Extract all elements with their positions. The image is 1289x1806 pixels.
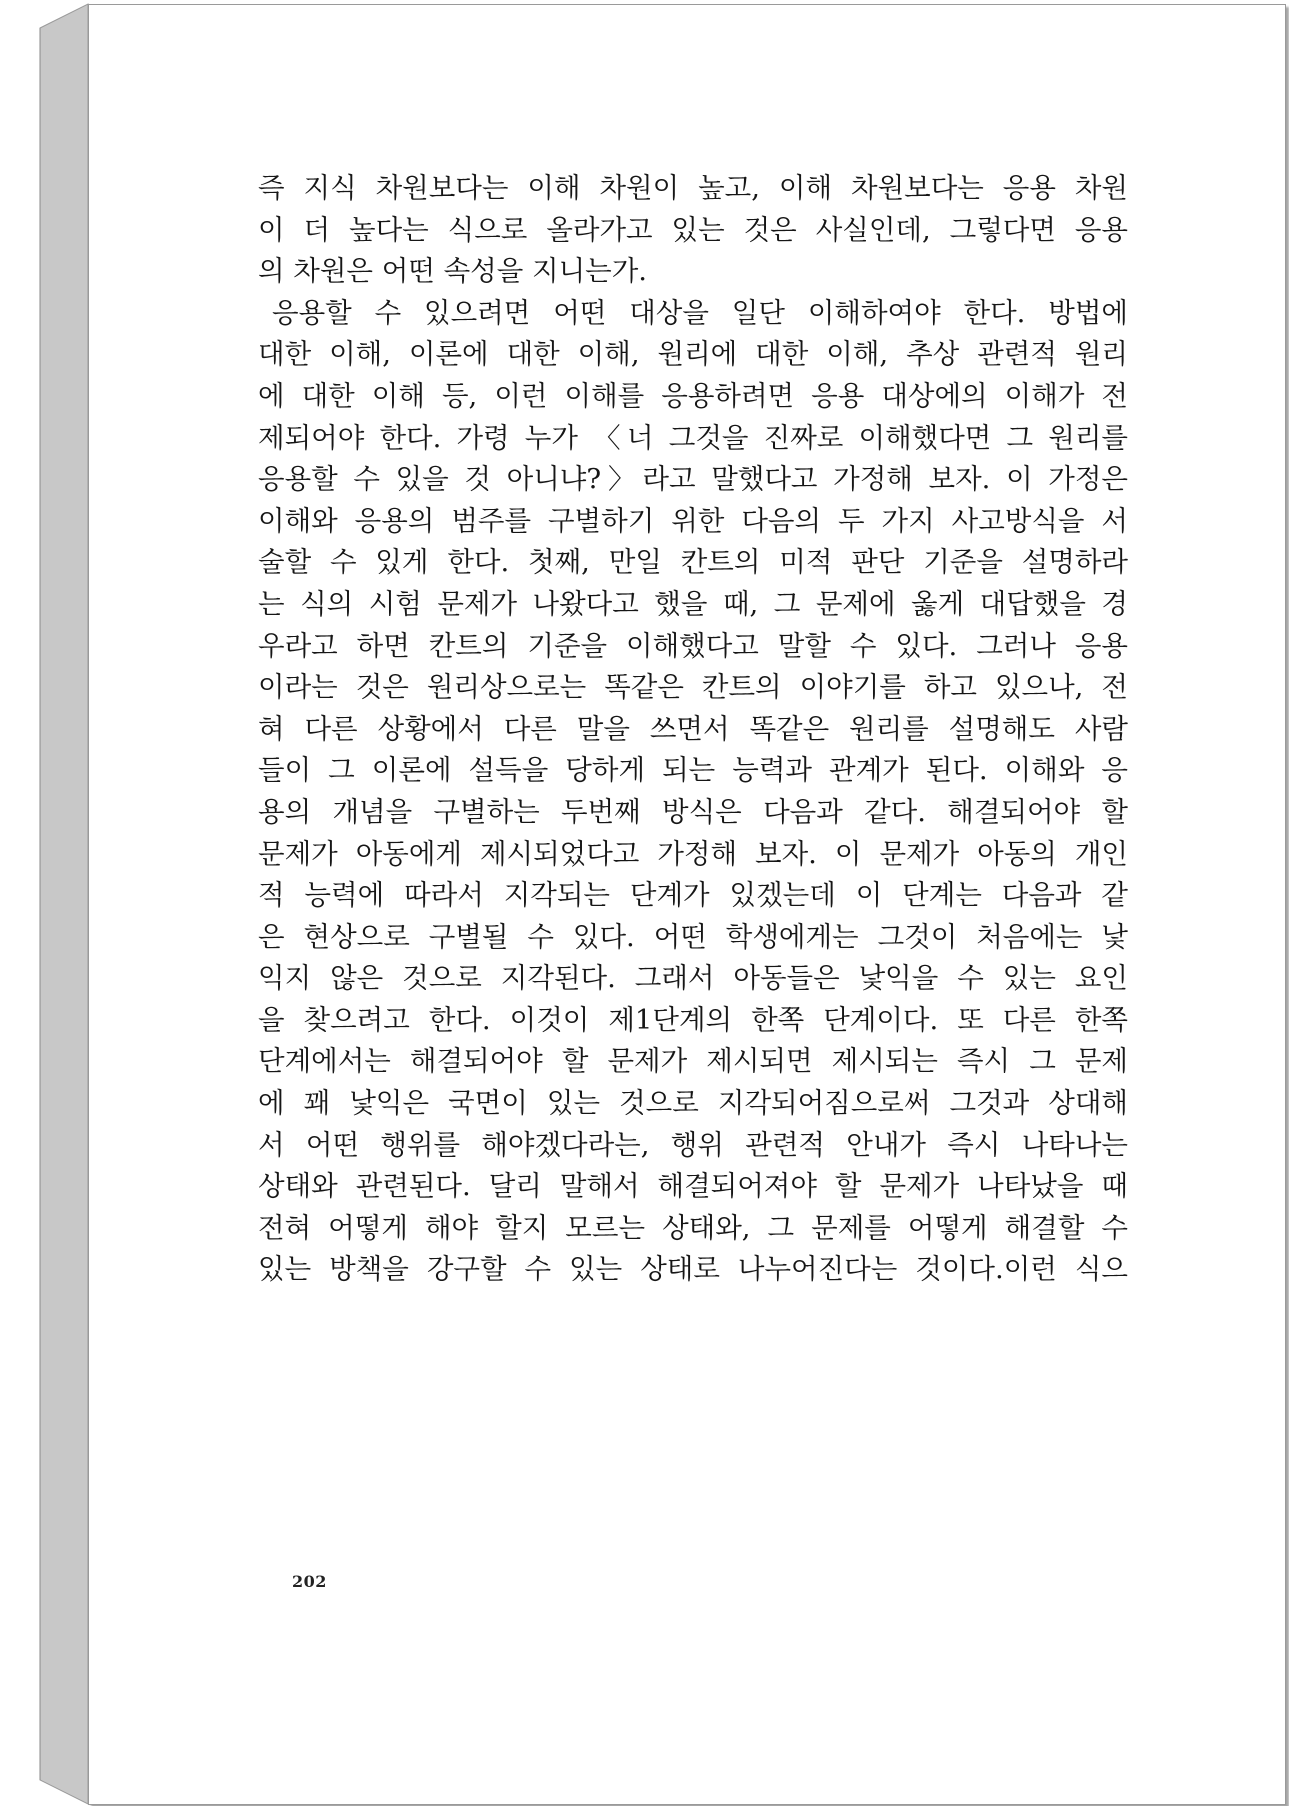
- text-line: 상태와 관련된다. 달리 말해서 해결되어져야 할 문제가 나타났을 때: [258, 1170, 1128, 1203]
- text-line: 우라고 하면 칸트의 기준을 이해했다고 말할 수 있다. 그러나 응용: [258, 629, 1128, 662]
- text-line: 문제가 아동에게 제시되었다고 가정해 보자. 이 문제가 아동의 개인: [258, 837, 1128, 870]
- text-line: 을 찾으려고 한다. 이것이 제1단계의 한쪽 단계이다. 또 다른 한쪽: [258, 1003, 1128, 1036]
- text-line: 익지 않은 것으로 지각된다. 그래서 아동들은 낯익을 수 있는 요인: [258, 962, 1128, 995]
- text-line: 혀 다른 상황에서 다른 말을 쓰면서 똑같은 원리를 설명해도 사람: [258, 712, 1128, 745]
- text-line: 용의 개념을 구별하는 두번째 방식은 다음과 같다. 해결되어야 할: [258, 795, 1128, 828]
- text-line: 있는 방책을 강구할 수 있는 상태로 나누어진다는 것이다.이런 식으: [258, 1253, 1128, 1286]
- text-line: 에 꽤 낯익은 국면이 있는 것으로 지각되어짐으로써 그것과 상대해: [258, 1087, 1128, 1120]
- text-line: 적 능력에 따라서 지각되는 단계가 있겠는데 이 단계는 다음과 같: [258, 879, 1128, 912]
- text-line: 이 더 높다는 식으로 올라가고 있는 것은 사실인데, 그렇다면 응용: [258, 213, 1128, 246]
- text-line: 은 현상으로 구별될 수 있다. 어떤 학생에게는 그것이 처음에는 낯: [258, 920, 1128, 953]
- text-line: 서 어떤 행위를 해야겠다라는, 행위 관련적 안내가 즉시 나타나는: [258, 1128, 1128, 1161]
- text-line: 대한 이해, 이론에 대한 이해, 원리에 대한 이해, 추상 관련적 원리: [258, 338, 1128, 371]
- text-line: 제되어야 한다. 가령 누가 〈너 그것을 진짜로 이해했다면 그 원리를: [258, 421, 1128, 454]
- text-line: 의 차원은 어떤 속성을 지니는가.: [258, 255, 648, 288]
- body-text: [258, 168, 1128, 1291]
- text-line: 이해와 응용의 범주를 구별하기 위한 다음의 두 가지 사고방식을 서: [258, 504, 1128, 537]
- page-number: 202: [292, 1572, 327, 1591]
- text-line: 응용할 수 있을 것 아니냐?〉라고 말했다고 가정해 보자. 이 가정은: [258, 463, 1128, 496]
- text-line: 는 식의 시험 문제가 나왔다고 했을 때, 그 문제에 옳게 대답했을 경: [258, 587, 1128, 620]
- text-line: 단계에서는 해결되어야 할 문제가 제시되면 제시되는 즉시 그 문제: [258, 1045, 1128, 1078]
- text-line: 이라는 것은 원리상으로는 똑같은 칸트의 이야기를 하고 있으나, 전: [258, 671, 1128, 704]
- text-line: 전혀 어떻게 해야 할지 모르는 상태와, 그 문제를 어떻게 해결할 수: [258, 1211, 1128, 1244]
- text-line: 들이 그 이론에 설득을 당하게 되는 능력과 관계가 된다. 이해와 응: [258, 754, 1128, 787]
- text-line: 즉 지식 차원보다는 이해 차원이 높고, 이해 차원보다는 응용 차원: [258, 172, 1128, 204]
- text-line: 에 대한 이해 등, 이런 이해를 응용하려면 응용 대상에의 이해가 전: [258, 379, 1128, 412]
- text-line: 응용할 수 있으려면 어떤 대상을 일단 이해하여야 한다. 방법에: [272, 296, 1128, 329]
- text-line: 술할 수 있게 한다. 첫째, 만일 칸트의 미적 판단 기준을 설명하라: [258, 546, 1128, 579]
